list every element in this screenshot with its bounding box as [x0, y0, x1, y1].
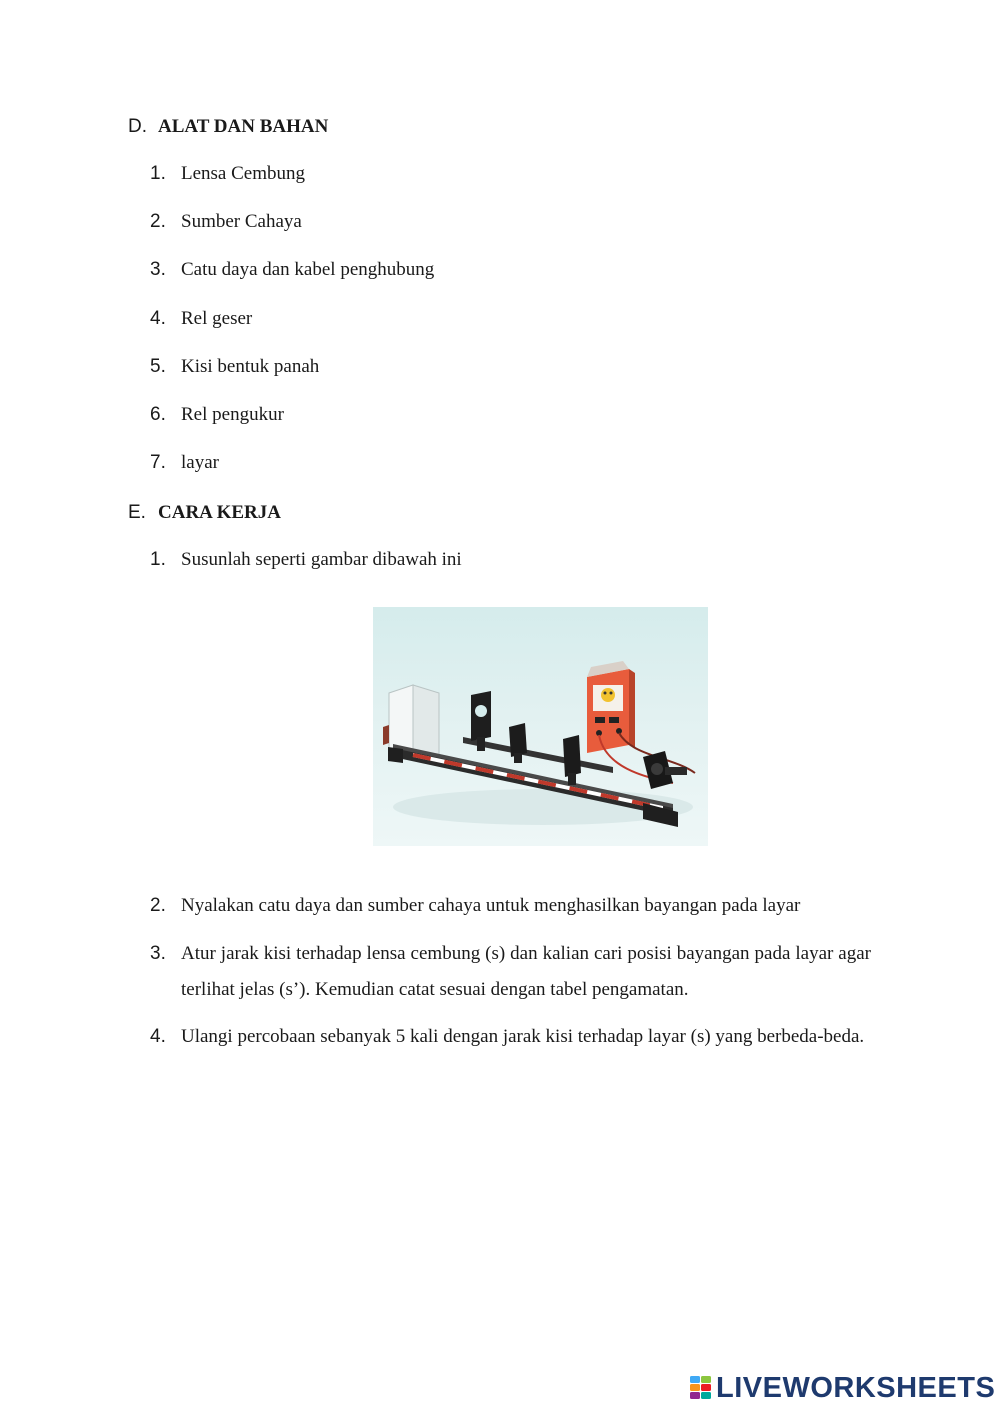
- list-item-text: Atur jarak kisi terhadap lensa cembung (s) dan kalian cari posisi bayangan pada layar agar terlihat jelas (s’). Kemudian catat sesuai dengan tabel pengamatan.: [181, 943, 871, 1000]
- list-item-text: Susunlah seperti gambar dibawah ini: [181, 549, 462, 570]
- list-item-text: Kisi bentuk panah: [181, 356, 320, 377]
- list-item-text: Rel pengukur: [181, 404, 284, 425]
- section-e-letter: E.: [128, 502, 146, 523]
- list-item: [150, 542, 462, 578]
- list-item: [150, 156, 305, 192]
- list-item-number: 1.: [150, 163, 166, 184]
- list-item-text: Catu daya dan kabel penghubung: [181, 259, 435, 280]
- list-item-number: 4.: [150, 1026, 166, 1047]
- section-d-heading: [128, 116, 328, 138]
- list-item-text: Lensa Cembung: [181, 163, 306, 184]
- list-item: [150, 252, 434, 288]
- list-item-text: Rel geser: [181, 308, 253, 329]
- brand-name: LIVEWORKSHEETS: [716, 1372, 996, 1404]
- section-e-title: CARA KERJA: [158, 502, 281, 523]
- list-item: [150, 397, 284, 433]
- list-item: [150, 349, 319, 385]
- list-item-number: 5.: [150, 356, 166, 377]
- list-item-number: 6.: [150, 404, 166, 425]
- optical-bench-photo: [373, 607, 708, 846]
- section-d-title: ALAT DAN BAHAN: [158, 116, 329, 137]
- list-item-number: 2.: [150, 895, 166, 916]
- list-item: [150, 204, 302, 240]
- list-item-number: 3.: [150, 259, 166, 280]
- list-item: [150, 888, 800, 924]
- list-item: [150, 301, 252, 337]
- list-item: [150, 445, 219, 481]
- list-item-number: 1.: [150, 549, 166, 570]
- list-item-text: Ulangi percobaan sebanyak 5 kali dengan jarak kisi terhadap layar (s) yang berbeda-beda.: [181, 1026, 865, 1047]
- list-item-number: 3.: [150, 943, 166, 964]
- list-item-text: Nyalakan catu daya dan sumber cahaya untuk menghasilkan bayangan pada layar: [181, 895, 801, 916]
- section-e-heading: [128, 502, 281, 524]
- list-item-text: Sumber Cahaya: [181, 211, 302, 232]
- liveworksheets-brand: [690, 1372, 995, 1404]
- list-item: [150, 936, 871, 1008]
- list-item-number: 2.: [150, 211, 166, 232]
- list-item-text: layar: [181, 452, 219, 473]
- list-item-number: 7.: [150, 452, 166, 473]
- list-item-number: 4.: [150, 308, 166, 329]
- liveworksheets-logo-icon: [690, 1376, 712, 1400]
- list-item: [150, 1019, 871, 1055]
- optical-bench-illustration: [373, 607, 708, 846]
- section-d-letter: D.: [128, 116, 147, 137]
